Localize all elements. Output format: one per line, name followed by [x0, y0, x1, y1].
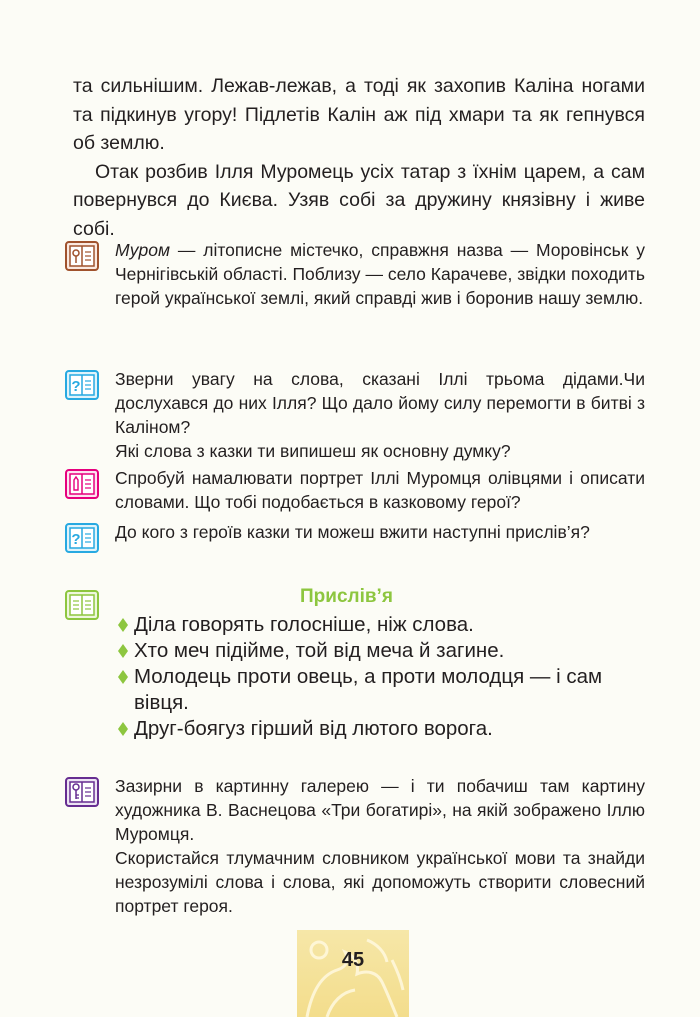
- horse-decoration-icon: [297, 930, 409, 1017]
- proverb-item: [118, 716, 648, 742]
- question-block-1: [65, 367, 645, 463]
- diamond-bullet-icon: [118, 618, 128, 632]
- open-book-icon: [65, 590, 99, 620]
- story-paragraph: Отак розбив Ілля Муромець усіх татар з їхнім царем, а сам повернувся до Києва. Узяв собі за дружину князівну і живе собі.: [73, 160, 645, 240]
- task-draw-block: [65, 466, 645, 514]
- page-number: 45: [341, 949, 365, 971]
- note-term: Муром: [115, 240, 170, 260]
- pencil-book-icon: [65, 469, 99, 499]
- question-text: Зверни увагу на слова, сказані Іллі трьома дідами.Чи дослухався до них Ілля? Що дало йому силу перемогти в битві з Каліном?: [115, 369, 645, 437]
- gallery-text: Скористайся тлумачним словником української мови та знайди незрозумілі слова і слова, які допоможуть створити словесний портрет героя.: [115, 848, 645, 916]
- svg-text:?: ?: [71, 378, 81, 395]
- story-text: [73, 72, 645, 243]
- key-book-icon: [65, 777, 99, 807]
- proverb-text: Хто меч підійме, той від меча й загине.: [134, 639, 505, 662]
- proverb-text: Друг-боягуз гірший від лютого ворога.: [134, 717, 493, 740]
- question-book-icon: [65, 523, 99, 553]
- story-paragraph: та сильнішим. Лежав-лежав, а тоді як захопив Каліна ногами та підкинув угору! Підлетів Калін аж під хмари та як гепнувся об землю.: [73, 75, 645, 154]
- note-text: — літописне містечко, справжня назва — Моровінськ у Чернігівській області. Поблизу — село Карачеве, звідки походить герой української землі, який справді жив і боронив нашу землю.: [115, 240, 645, 308]
- question-text: До кого з героїв казки ти можеш вжити наступні прислів’я?: [115, 522, 590, 542]
- gallery-block: [65, 774, 645, 918]
- task-text: Спробуй намалювати портрет Іллі Муромця олівцями і описати словами. Що тобі подобається в казковому герої?: [115, 468, 645, 512]
- proverb-item: [118, 638, 648, 664]
- question-text: Які слова з казки ти випишеш як основну думку?: [115, 441, 511, 461]
- proverbs-list: [118, 612, 648, 742]
- book-icon: [65, 241, 99, 271]
- proverb-item: [118, 612, 648, 638]
- diamond-bullet-icon: [118, 644, 128, 658]
- question-block-2: [65, 520, 645, 548]
- diamond-bullet-icon: [118, 670, 128, 684]
- proverb-item: [118, 664, 648, 716]
- proverbs-title: Прислів’я: [300, 586, 393, 607]
- svg-text:?: ?: [71, 531, 81, 548]
- gallery-text: Зазирни в картинну галерею — і ти побачиш там картину художника В. Васнецова «Три богатирі», на якій зображено Іллю Муромця.: [115, 776, 645, 844]
- question-book-icon: [65, 370, 99, 400]
- proverb-text: Діла говорять голосніше, ніж слова.: [134, 613, 474, 636]
- diamond-bullet-icon: [118, 722, 128, 736]
- page-number-box: [297, 930, 409, 1017]
- proverb-text: Молодець проти овець, а проти молодця — і сам вівця.: [134, 665, 603, 714]
- note-murom: [65, 238, 645, 310]
